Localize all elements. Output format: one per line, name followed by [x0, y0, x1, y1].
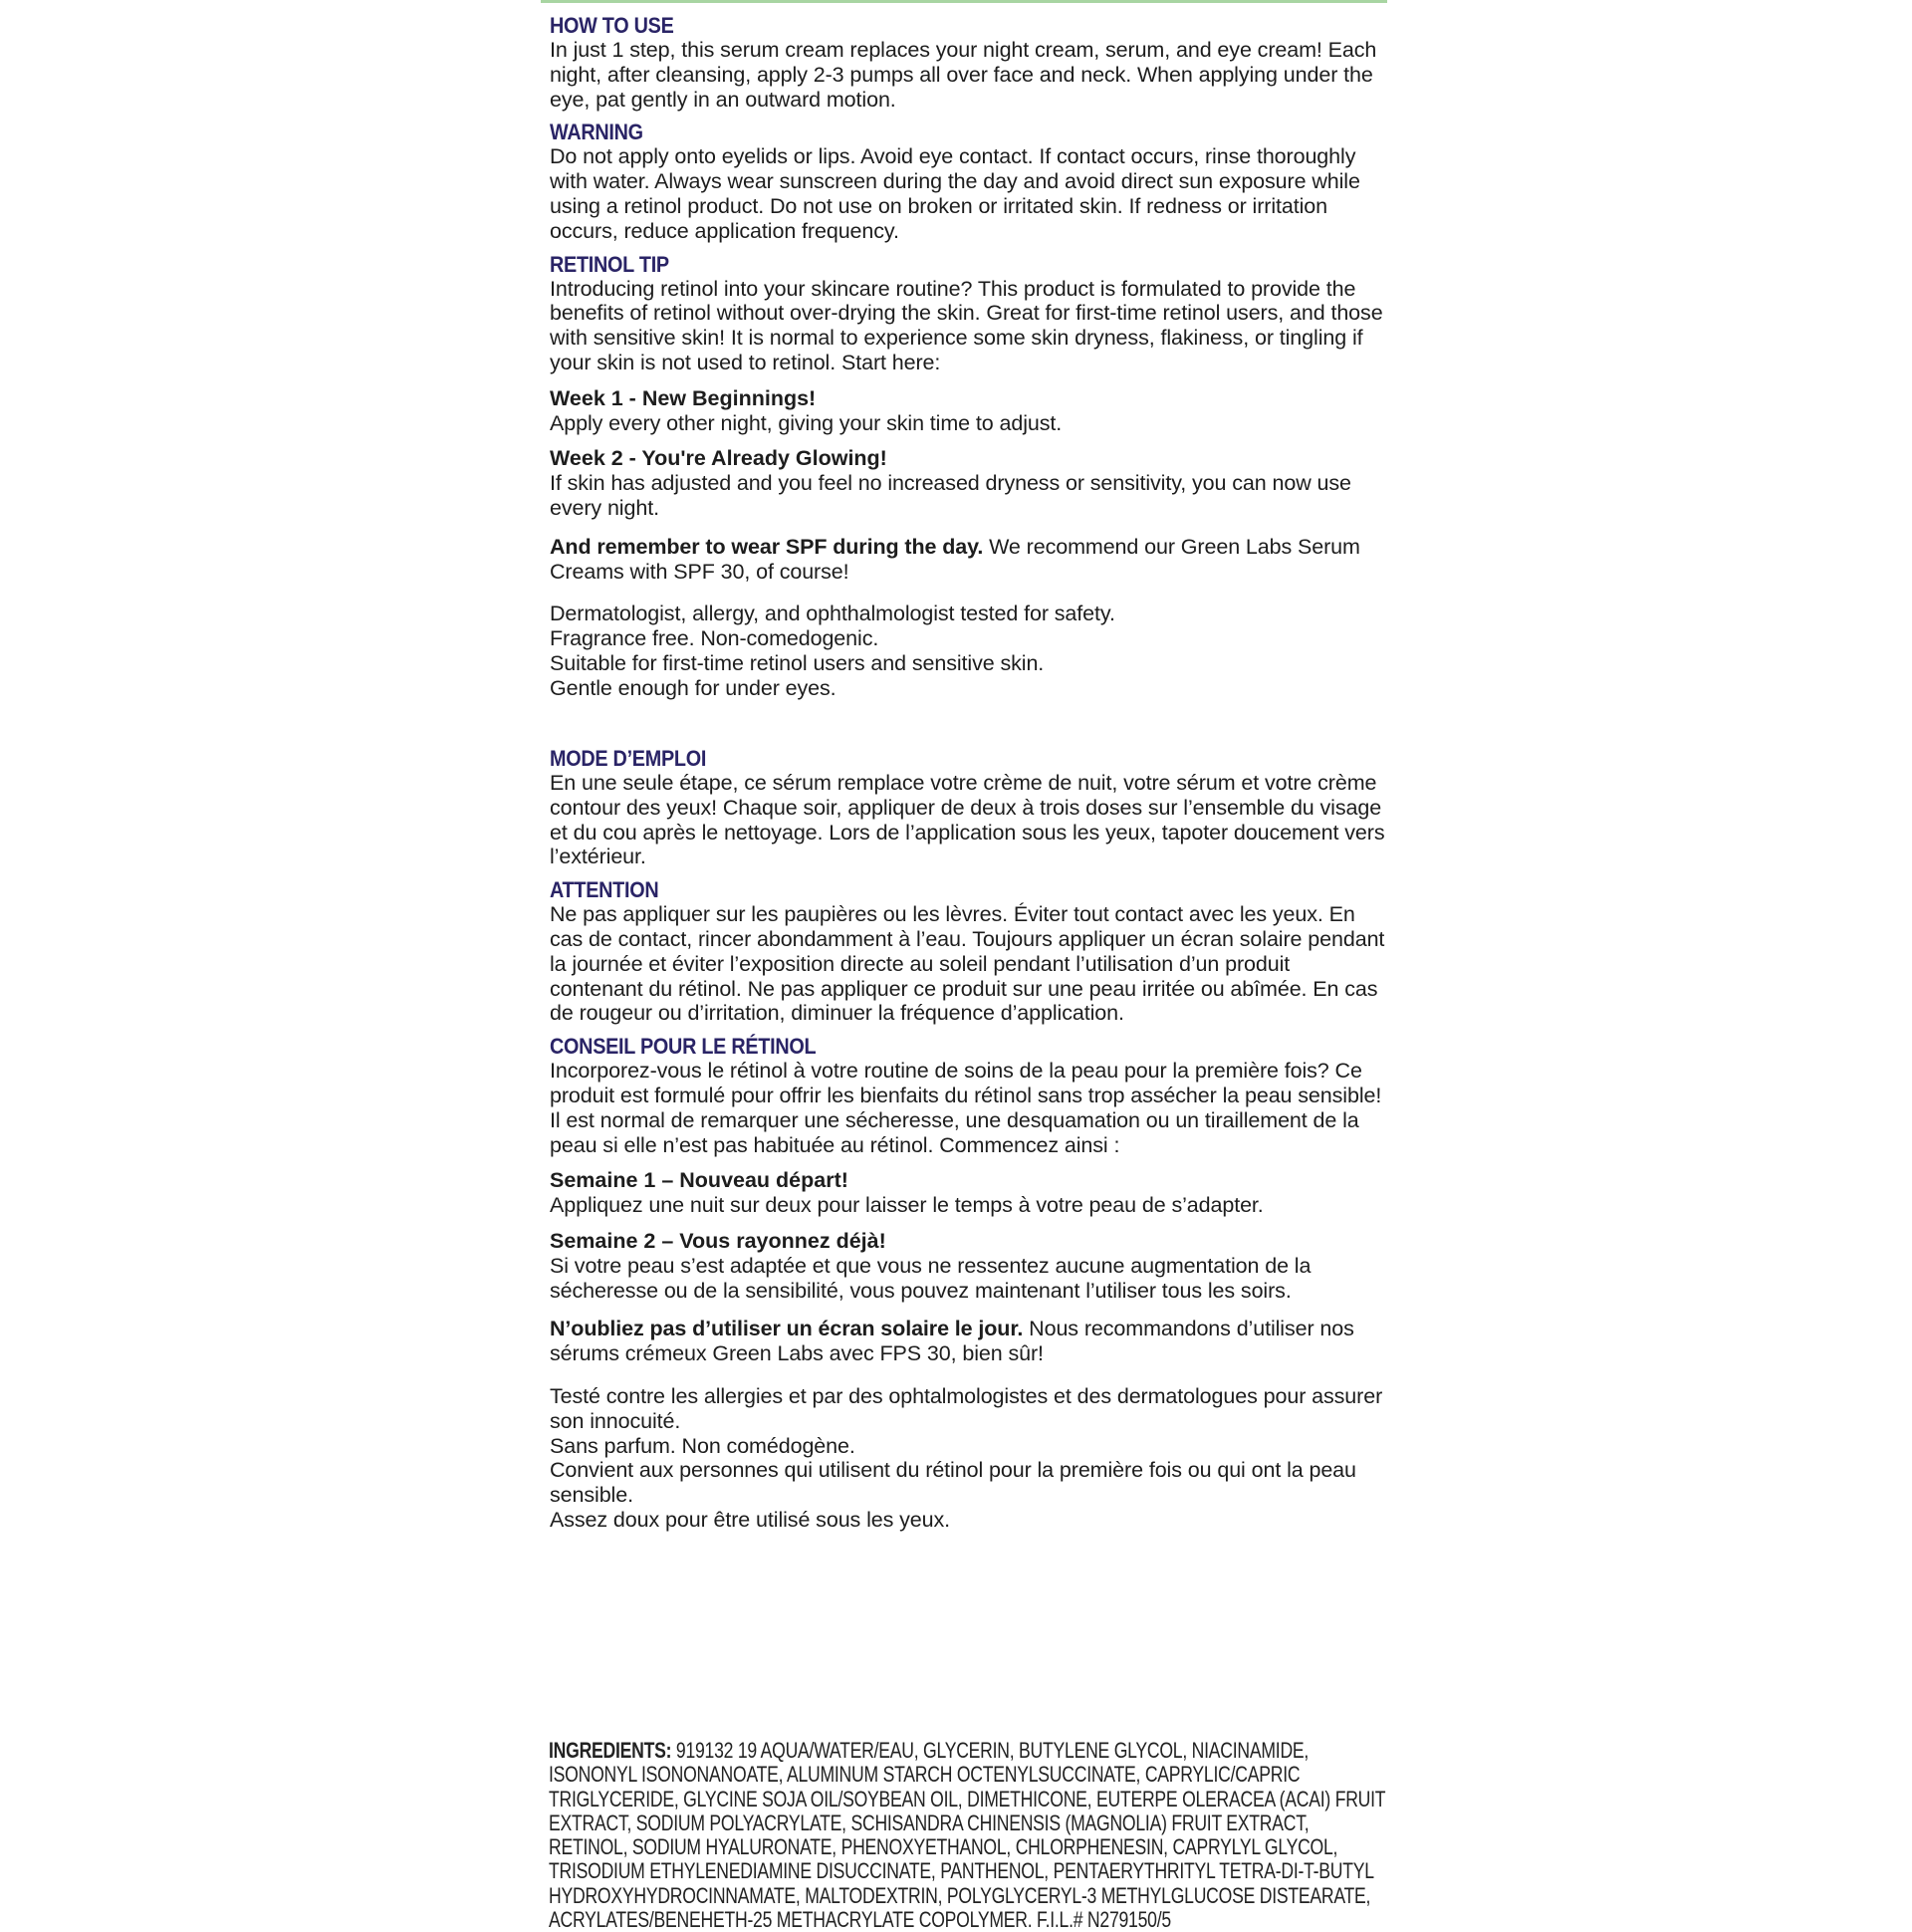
retinol-tip-heading: RETINOL TIP: [550, 251, 669, 277]
how-to-use-text: In just 1 step, this serum cream replaces your night cream, serum, and eye cream! Each night, after cleansing, apply 2-3 pumps all over face and neck. When applying under the eye, pat gently in an outward motion.: [550, 38, 1377, 112]
claim-item: Convient aux personnes qui utilisent du rétinol pour la première fois ou qui ont la peau sensible.: [550, 1458, 1356, 1508]
semaine1-text: Appliquez une nuit sur deux pour laisser le temps à votre peau de s’adapter.: [550, 1193, 1264, 1218]
claim-item: Dermatologist, allergy, and ophthalmologist tested for safety.: [550, 602, 1115, 626]
fps-reminder-rest: Nous recommandons d’utiliser nos sérums crémeux Green Labs avec FPS 30, bien sûr!: [550, 1317, 1354, 1366]
claim-item: Testé contre les allergies et par des ophtalmologistes et des dermatologues pour assurer son innocuité.: [550, 1383, 1383, 1433]
week2-title: Week 2 - You're Already Glowing!: [550, 446, 887, 471]
top-divider: [541, 0, 1387, 3]
mode-emploi-text: En une seule étape, ce sérum remplace votre crème de nuit, votre sérum et votre crème contour des yeux! Chaque soir, appliquer de deux à trois doses sur l’ensemble du visage et du cou après le nettoyage. Lors de l’application sous les yeux, tapoter doucement vers l’extérieur.: [550, 771, 1385, 869]
week1-text: Apply every other night, giving your skin time to adjust.: [550, 410, 1063, 435]
ingredients-list: 919132 19 AQUA/WATER/EAU, GLYCERIN, BUTYLENE GLYCOL, NIACINAMIDE, ISONONYL ISONONANOATE, ALUMINUM STARCH OCTENYLSUCCINATE, CAPRYLIC/CAPRIC TRIGLYCERIDE, GLYCINE SOJA OIL/SOYBEAN OIL, DIMETHICONE, EUTERPE OLERACEA (ACAI) FRUIT EXTRACT, SODIUM POLYACRYLATE, SCHISANDRA CHINENSIS (MAGNOLIA) FRUIT EXTRACT, RETINOL, SODIUM HYALURONATE, PHENOXYETHANOL, CHLORPHENESIN, CAPRYLYL GLYCOL, TRISODIUM ETHYLENEDIAMINE DISUCCINATE, PANTHENOL, PENTAERYTHRITYL TETRA-DI-T-BUTYL HYDROXYHYDROCINNAMATE, MALTODEXTRIN, POLYGLYCERYL-3 METHYLGLUCOSE DISTEARATE, ACRYLATES/BENEHETH-25 METHACRYLATE COPOLYMER. F.I.L.# N279150/5: [549, 1738, 1385, 1932]
claim-item: Sans parfum. Non comédogène.: [550, 1433, 855, 1458]
week2-text: If skin has adjusted and you feel no increased dryness or sensitivity, you can now use every night.: [550, 471, 1351, 520]
claim-item: Suitable for first-time retinol users and sensitive skin.: [550, 650, 1045, 675]
mode-emploi-heading: MODE D’EMPLOI: [550, 746, 707, 771]
how-to-use-heading: HOW TO USE: [550, 13, 674, 38]
spf-reminder: [550, 535, 1386, 585]
french-section: [550, 746, 1386, 1533]
claims-list: [550, 602, 1386, 700]
conseil-retinol-heading: CONSEIL POUR LE RÉTINOL: [550, 1034, 817, 1060]
conseil-retinol-text: Incorporez-vous le rétinol à votre routine de soins de la peau pour la première fois? Ce produit est formulé pour offrir les bienfaits du rétinol sans trop assécher la peau sensible! Il est normal de remarquer une sécheresse, une desquamation ou un tiraillement de la peau si elle n’est pas habituée au rétinol. Commencez ainsi :: [550, 1059, 1382, 1157]
retinol-tip-text: Introducing retinol into your skincare routine? This product is formulated to provide the benefits of retinol without over-drying the skin. Great for first-time retinol users, and those with sensitive skin! It is normal to experience some skin dryness, flakiness, or tingling if your skin is not used to retinol. Start here:: [550, 276, 1383, 374]
warning-heading: WARNING: [550, 120, 643, 145]
claim-item: Gentle enough for under eyes.: [550, 675, 836, 700]
english-section: [550, 13, 1386, 701]
ingredients-label: INGREDIENTS:: [549, 1738, 672, 1763]
semaine2-title: Semaine 2 – Vous rayonnez déjà!: [550, 1228, 886, 1253]
semaine1-title: Semaine 1 – Nouveau départ!: [550, 1168, 848, 1193]
semaine2-text: Si votre peau s’est adaptée et que vous ne ressentez aucune augmentation de la sécheresse ou de la sensibilité, vous pouvez maintenant l’utiliser tous les soirs.: [550, 1253, 1312, 1303]
attention-text: Ne pas appliquer sur les paupières ou les lèvres. Éviter tout contact avec les yeux. En cas de contact, rincer abondamment à l’eau. Toujours appliquer un écran solaire pendant la journée et éviter l’exposition directe au soleil pendant l’utilisation d’un produit contenant du rétinol. Ne pas appliquer ce produit sur une peau irritée ou abîmée. En cas de rougeur ou d’irritation, diminuer la fréquence d’application.: [550, 902, 1385, 1026]
attention-heading: ATTENTION: [550, 877, 659, 903]
week1-title: Week 1 - New Beginnings!: [550, 385, 817, 410]
fps-reminder: [550, 1317, 1386, 1366]
fps-reminder-bold: N’oubliez pas d’utiliser un écran solaire le jour.: [550, 1317, 1024, 1341]
ingredients-block: [549, 1739, 1385, 1932]
spf-reminder-bold: And remember to wear SPF during the day.: [550, 534, 984, 559]
spf-reminder-rest: We recommend our Green Labs Serum Creams with SPF 30, of course!: [550, 534, 1360, 584]
claim-item: Fragrance free. Non-comedogenic.: [550, 626, 879, 651]
warning-text: Do not apply onto eyelids or lips. Avoid eye contact. If contact occurs, rinse thoroughly with water. Always wear sunscreen during the day and avoid direct sun exposure while using a retinol product. Do not use on broken or irritated skin. If redness or irritation occurs, reduce application frequency.: [550, 144, 1360, 243]
claims-list-fr: [550, 1384, 1386, 1533]
claim-item: Assez doux pour être utilisé sous les yeux.: [550, 1507, 951, 1532]
